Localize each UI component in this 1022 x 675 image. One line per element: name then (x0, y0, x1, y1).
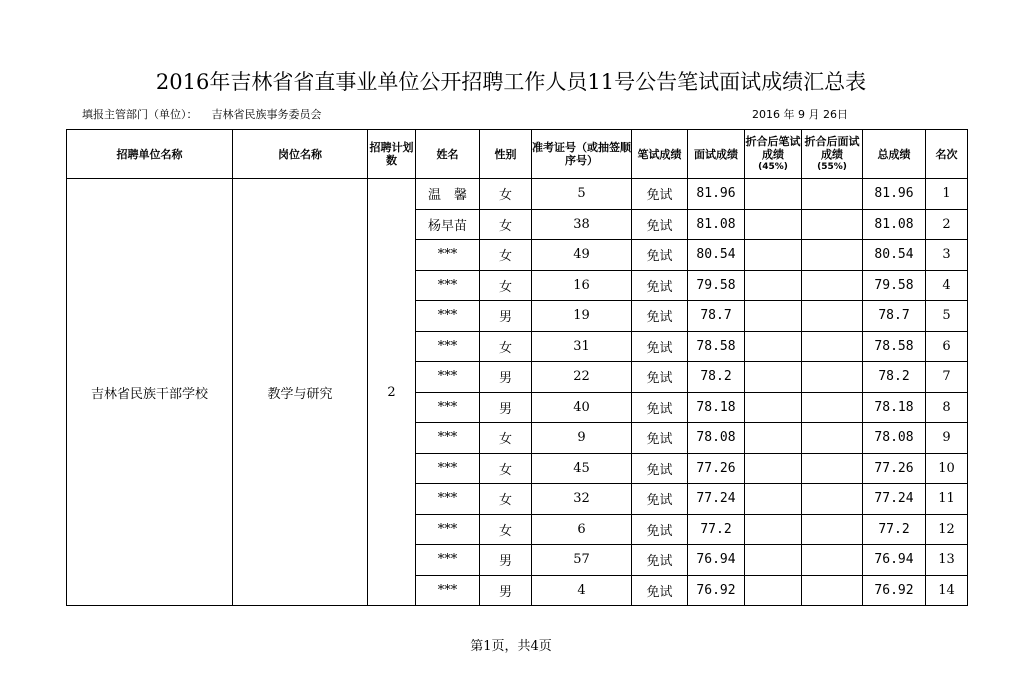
group-plan: 2 (368, 179, 416, 606)
header-interview: 面试成绩 (688, 130, 745, 179)
cell-written-weighted (745, 575, 802, 606)
header-written-weighted-pct: (45%) (758, 161, 788, 172)
header-unit: 招聘单位名称 (67, 130, 233, 179)
cell-written: 免试 (632, 209, 688, 240)
cell-interview: 78.08 (688, 423, 745, 454)
cell-interview: 78.2 (688, 362, 745, 393)
cell-name: *** (416, 362, 480, 393)
cell-rank: 10 (926, 453, 968, 484)
cell-rank: 13 (926, 545, 968, 576)
cell-interview: 78.58 (688, 331, 745, 362)
cell-written-weighted (745, 179, 802, 210)
group-unit: 吉林省民族干部学校 (67, 179, 233, 606)
cell-rank: 2 (926, 209, 968, 240)
department-label: 填报主管部门（单位）： (82, 108, 198, 121)
cell-name: *** (416, 484, 480, 515)
cell-gender: 男 (480, 301, 532, 332)
cell-rank: 4 (926, 270, 968, 301)
cell-name: *** (416, 301, 480, 332)
cell-rank: 9 (926, 423, 968, 454)
cell-exam-no: 31 (532, 331, 632, 362)
header-interview-weighted-pct: (55%) (817, 161, 847, 172)
cell-written-weighted (745, 545, 802, 576)
cell-written: 免试 (632, 453, 688, 484)
cell-total: 78.2 (863, 362, 926, 393)
cell-written-weighted (745, 240, 802, 271)
cell-interview: 77.26 (688, 453, 745, 484)
department-line (82, 106, 322, 122)
cell-rank: 1 (926, 179, 968, 210)
cell-written: 免试 (632, 331, 688, 362)
cell-total: 81.08 (863, 209, 926, 240)
header-interview-weighted-label: 折合后面试成绩 (804, 134, 860, 161)
cell-name: *** (416, 423, 480, 454)
header-exam-no: 准考证号（或抽签顺序号） (532, 130, 632, 179)
cell-name: *** (416, 545, 480, 576)
cell-gender: 女 (480, 484, 532, 515)
cell-gender: 女 (480, 331, 532, 362)
header-total: 总成绩 (863, 130, 926, 179)
cell-name: *** (416, 331, 480, 362)
cell-interview: 78.7 (688, 301, 745, 332)
header-row (67, 130, 968, 179)
cell-written-weighted (745, 423, 802, 454)
results-table (66, 129, 968, 606)
cell-interview: 76.94 (688, 545, 745, 576)
cell-exam-no: 40 (532, 392, 632, 423)
cell-written: 免试 (632, 270, 688, 301)
cell-exam-no: 49 (532, 240, 632, 271)
cell-name: 温 馨 (416, 179, 480, 210)
cell-written-weighted (745, 301, 802, 332)
cell-exam-no: 38 (532, 209, 632, 240)
cell-total: 78.18 (863, 392, 926, 423)
cell-total: 77.2 (863, 514, 926, 545)
table-row (67, 179, 968, 210)
cell-written: 免试 (632, 514, 688, 545)
cell-written-weighted (745, 453, 802, 484)
cell-exam-no: 45 (532, 453, 632, 484)
cell-interview-weighted (802, 209, 863, 240)
cell-written: 免试 (632, 301, 688, 332)
cell-rank: 11 (926, 484, 968, 515)
cell-rank: 3 (926, 240, 968, 271)
header-written: 笔试成绩 (632, 130, 688, 179)
cell-gender: 男 (480, 545, 532, 576)
cell-interview: 78.18 (688, 392, 745, 423)
cell-interview: 77.24 (688, 484, 745, 515)
header-written-weighted (745, 130, 802, 179)
cell-total: 76.92 (863, 575, 926, 606)
page-footer: 第1页，共4页 (470, 639, 552, 654)
cell-written-weighted (745, 209, 802, 240)
cell-interview-weighted (802, 392, 863, 423)
header-plan: 招聘计划数 (368, 130, 416, 179)
cell-written: 免试 (632, 362, 688, 393)
cell-written: 免试 (632, 179, 688, 210)
cell-interview: 79.58 (688, 270, 745, 301)
cell-interview-weighted (802, 423, 863, 454)
cell-interview-weighted (802, 270, 863, 301)
cell-total: 80.54 (863, 240, 926, 271)
cell-gender: 男 (480, 362, 532, 393)
cell-gender: 女 (480, 453, 532, 484)
cell-name: *** (416, 514, 480, 545)
cell-exam-no: 22 (532, 362, 632, 393)
cell-rank: 8 (926, 392, 968, 423)
cell-interview-weighted (802, 331, 863, 362)
header-name: 姓名 (416, 130, 480, 179)
cell-interview: 81.08 (688, 209, 745, 240)
cell-written-weighted (745, 484, 802, 515)
cell-total: 79.58 (863, 270, 926, 301)
cell-total: 77.24 (863, 484, 926, 515)
cell-exam-no: 16 (532, 270, 632, 301)
cell-name: *** (416, 270, 480, 301)
cell-gender: 男 (480, 575, 532, 606)
cell-total: 78.08 (863, 423, 926, 454)
cell-name: *** (416, 453, 480, 484)
header-written-weighted-label: 折合后笔试成绩 (745, 134, 801, 161)
cell-interview-weighted (802, 240, 863, 271)
cell-exam-no: 6 (532, 514, 632, 545)
report-date: 2016 年 9 月 26日 (752, 108, 848, 121)
cell-interview-weighted (802, 453, 863, 484)
cell-gender: 女 (480, 240, 532, 271)
cell-rank: 6 (926, 331, 968, 362)
cell-written: 免试 (632, 423, 688, 454)
cell-exam-no: 57 (532, 545, 632, 576)
cell-written-weighted (745, 331, 802, 362)
page-title: 2016年吉林省省直事业单位公开招聘工作人员11号公告笔试面试成绩汇总表 (155, 70, 867, 94)
cell-total: 78.58 (863, 331, 926, 362)
cell-written-weighted (745, 392, 802, 423)
cell-gender: 女 (480, 423, 532, 454)
cell-gender: 女 (480, 514, 532, 545)
cell-total: 77.26 (863, 453, 926, 484)
cell-total: 76.94 (863, 545, 926, 576)
cell-name: *** (416, 240, 480, 271)
header-gender: 性别 (480, 130, 532, 179)
cell-exam-no: 9 (532, 423, 632, 454)
cell-interview-weighted (802, 545, 863, 576)
header-rank: 名次 (926, 130, 968, 179)
cell-interview: 76.92 (688, 575, 745, 606)
cell-name: *** (416, 392, 480, 423)
cell-exam-no: 19 (532, 301, 632, 332)
cell-written: 免试 (632, 484, 688, 515)
cell-exam-no: 4 (532, 575, 632, 606)
cell-interview-weighted (802, 179, 863, 210)
cell-exam-no: 5 (532, 179, 632, 210)
cell-rank: 5 (926, 301, 968, 332)
cell-written-weighted (745, 270, 802, 301)
cell-exam-no: 32 (532, 484, 632, 515)
cell-rank: 12 (926, 514, 968, 545)
cell-gender: 男 (480, 392, 532, 423)
header-interview-weighted (802, 130, 863, 179)
table-body (67, 179, 968, 606)
cell-interview: 81.96 (688, 179, 745, 210)
cell-written: 免试 (632, 545, 688, 576)
cell-written-weighted (745, 514, 802, 545)
cell-interview-weighted (802, 362, 863, 393)
cell-interview-weighted (802, 575, 863, 606)
cell-interview-weighted (802, 301, 863, 332)
cell-written: 免试 (632, 240, 688, 271)
cell-written: 免试 (632, 392, 688, 423)
cell-total: 78.7 (863, 301, 926, 332)
cell-interview-weighted (802, 484, 863, 515)
cell-rank: 14 (926, 575, 968, 606)
cell-interview-weighted (802, 514, 863, 545)
group-position: 教学与研究 (233, 179, 368, 606)
cell-name: 杨早苗 (416, 209, 480, 240)
header-position: 岗位名称 (233, 130, 368, 179)
cell-interview: 77.2 (688, 514, 745, 545)
cell-rank: 7 (926, 362, 968, 393)
cell-interview: 80.54 (688, 240, 745, 271)
cell-written: 免试 (632, 575, 688, 606)
cell-gender: 女 (480, 179, 532, 210)
cell-written-weighted (745, 362, 802, 393)
cell-gender: 女 (480, 209, 532, 240)
cell-gender: 女 (480, 270, 532, 301)
cell-name: *** (416, 575, 480, 606)
cell-total: 81.96 (863, 179, 926, 210)
department-value: 吉林省民族事务委员会 (211, 108, 322, 121)
